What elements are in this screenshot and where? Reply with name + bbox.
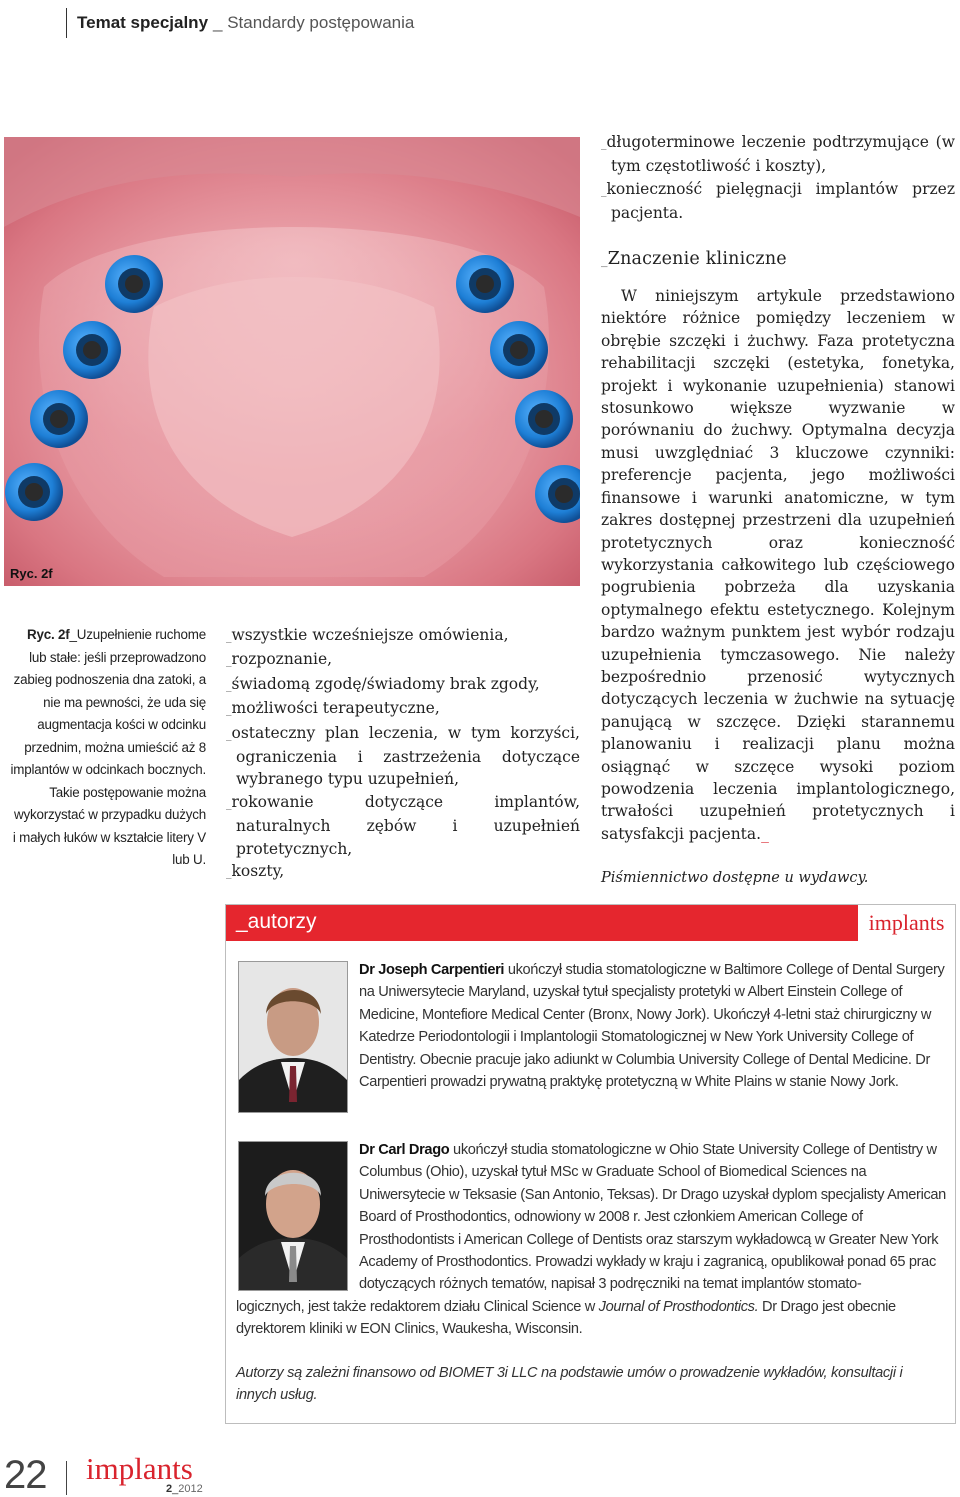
author-name: Dr Joseph Carpentieri xyxy=(359,962,505,978)
list-item: _rozpoznanie, xyxy=(226,650,333,669)
section-title: Temat specjalny xyxy=(77,13,209,32)
list-item: _długoterminowe leczenie podtrzymujące (w tym częstotliwość i koszty), xyxy=(601,133,955,176)
section-subtitle: _ Standardy postępowania xyxy=(213,13,415,32)
section-heading: _Znaczenie kliniczne xyxy=(601,248,787,269)
list-item: _koszty, xyxy=(226,862,285,881)
figure-label: Ryc. 2f xyxy=(10,566,53,581)
authors-header-bar xyxy=(226,905,858,941)
list-item: _świadomą zgodę/świadomy brak zgody, xyxy=(226,674,540,693)
right-column xyxy=(601,131,955,890)
portrait-drago xyxy=(239,1142,347,1290)
list-item: _możliwości terapeutyczne, xyxy=(226,699,440,718)
figure-caption xyxy=(8,624,206,872)
list-item: _ostateczny plan leczenia, w tym korzyści, ograniczenia i zastrzeżenia dotyczące wybranego typu uzupełnień, xyxy=(226,723,580,789)
journal-title: Journal of Prosthodontics. xyxy=(598,1299,759,1315)
author-portrait xyxy=(238,1141,348,1291)
author-portrait xyxy=(238,961,348,1113)
footer-divider xyxy=(66,1461,67,1495)
authors-heading: _autorzy xyxy=(236,910,317,933)
footer-brand-logo: implants xyxy=(86,1451,193,1486)
page-number: 22 xyxy=(4,1453,47,1497)
author-bio-2: Dr Carl Drago ukończył studia stomatologiczne w Ohio State University College of Dentistry w Columbus (Ohio), uzyskał tytuł MSc w Graduate School of Biomedical Sciences na Uniwersytecie w Teksasie (San Antonio, Teksas). Dr Drago uzyskał dyplom specjalisty American Board of Prosthodontics, odnowiony w 2008 r. Jest członkiem American College of Prosthodontists i American College of Dentists oraz starszym wykładowcą w Greater New York Academy of Prosthodontics. Prowadzi wykłady w kraju i zagranicą, opublikował ponad 65 prac dotyczących różnych tematów, napisał 3 podręczniki na temat implantów stomato- xyxy=(359,1142,946,1293)
list-item: _rokowanie dotyczące implantów, naturalnych zębów i uzupełnień protetycznych, xyxy=(226,792,580,858)
caption-label: Ryc. 2f xyxy=(26,627,70,642)
list-item: _konieczność pielęgnacji implantów przez pacjenta. xyxy=(601,179,955,223)
author-bio-1: Dr Joseph Carpentieri ukończył studia stomatologiczne w Baltimore College of Dental Surgery na Uniwersytecie Maryland, uzyskał tytuł specjalisty protetyki w Albert Einstein College of Medicine, Montefiore Medical Center (Bronx, Nowy Jork). Ukończył 4-letni staż chirurgiczny w Katedrze Periodontologii i Implantologii Stomatologicznej w New York University College of Dentistry. Obecnie pracuje jako adiunkt w Columbia University College of Dental Medicine. Dr Carpentieri prowadzi prywatną praktykę protetyczną w White Plains w stanie Nowy Jork. xyxy=(359,962,945,1091)
running-header xyxy=(66,8,414,38)
body-paragraph: W niniejszym artykule przedstawiono niektóre różnice pomiędzy leczeniem w obrębie szczęki i żuchwy. Faza protetyczna rehabilitacji szczęki (estetyka, fonetyka, projekt i wykonanie uzupełnienia) stanowi stosunkowo większe wyzwanie w porównaniu do żuchwy. Optymalna decyzja musi uwzględniać 3 kluczowe czynniki: preferencje pacjenta, jego możliwości finansowe i warunki anatomiczne, w tym zakres dostępnej przestrzeni dla uzupełnień protetycznych oraz konieczność wykorzystania całkowitego lub częściowego pogrubienia pobrzeża dla uzyskania optymalnego efektu estetycznego. Kolejnym bardzo ważnym punktem jest wybór rodzaju uzupełnienia tymczasowego. Nie należy bezpośrednio przenosić wytycznych dotyczących leczenia w żuchwie na sytuację panującą w szczęce. Dzięki starannemu planowaniu i realizacji planu można osiągnąć w szczęce wysoki poziom powodzenia leczenia implantologicznego, trwałości uzupełnień protetycznych i satysfakcji pacjenta._ xyxy=(601,287,955,843)
bibliography-note: Piśmiennictwo dostępne u wydawcy. xyxy=(601,870,869,887)
issue-number: 2_2012 xyxy=(166,1483,203,1495)
clinical-photo xyxy=(4,137,580,586)
end-mark: _ xyxy=(761,824,769,843)
authors-box xyxy=(225,904,956,1424)
portrait-carpentieri xyxy=(239,962,347,1112)
caption-text: _Uzupełnienie ruchome lub stałe: jeśli przeprowadzono zabieg podnoszenia dna zatoki, a nie ma pewności, że uda się augmentacja kości w odcinku przednim, można umieścić aż 8 implantów w odcinkach bocznych. Takie postępowanie można wykorzystać w przypadku dużych i małych łuków w kształcie litery V lub U. xyxy=(10,627,206,867)
brand-logo: implants xyxy=(868,910,945,935)
funding-disclaimer: Autorzy są zależni finansowo od BIOMET 3i LLC na podstawie umów o prowadzenie wykładów, konsultacji i innych usług. xyxy=(236,1365,903,1404)
author-bio-2-continued: logicznych, jest także redaktorem działu Clinical Science w Journal of Prosthodontics. Dr Drago jest obecnie dyrektorem kliniki w EON Clinics, Waukesha, Wisconsin. xyxy=(236,1299,896,1338)
list-item: _wszystkie wcześniejsze omówienia, xyxy=(226,626,509,644)
palate-implants-photo xyxy=(4,137,580,586)
author-name: Dr Carl Drago xyxy=(359,1142,450,1158)
plan-items-list xyxy=(226,624,580,884)
